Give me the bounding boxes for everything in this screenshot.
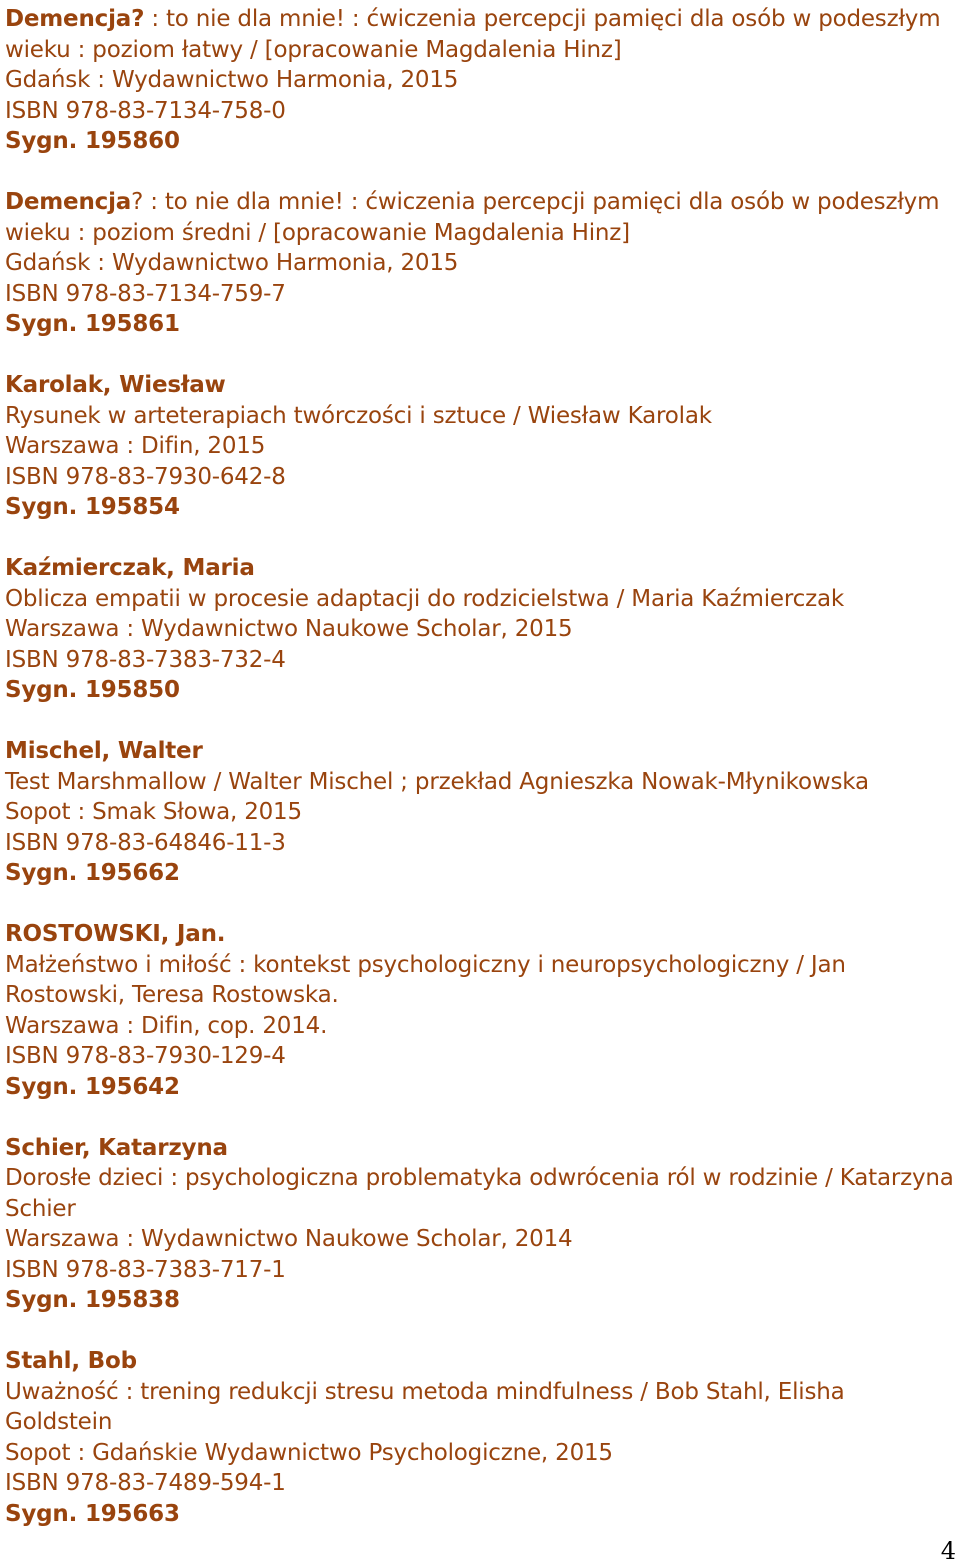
entry-signature: Sygn. 195642 [5,1073,180,1100]
entry-title-line [5,187,955,248]
entry-signature: Sygn. 195854 [5,494,180,520]
entry-isbn: ISBN 978-83-7383-732-4 [5,646,286,673]
entry-title: Oblicza empatii w procesie adaptacji do rodzicielstwa / Maria Kaźmierczak [5,585,844,612]
entry-title: : to nie dla mnie! : ćwiczenia percepcji pamięci dla osób w podeszłym wieku : poziom łatwy / [opracowanie Magdalenia Hinz] [5,6,941,63]
entry-signature: Sygn. 195663 [5,1500,180,1527]
entry-imprint: Gdańsk : Wydawnictwo Harmonia, 2015 [5,250,459,276]
entry-author: Mischel, Walter [5,738,203,764]
catalog-entry [5,1346,955,1529]
entry-author: Stahl, Bob [5,1348,137,1374]
catalog-entry [5,370,955,523]
entry-isbn: ISBN 978-83-7134-759-7 [5,280,286,307]
entry-imprint: Warszawa : Wydawnictwo Naukowe Scholar, 2015 [5,616,573,642]
entry-isbn: ISBN 978-83-7489-594-1 [5,1470,286,1496]
entry-imprint: Sopot : Gdańskie Wydawnictwo Psychologiczne, 2015 [5,1439,613,1466]
entry-heading: Demencja [5,189,132,215]
entry-title: Rysunek w arteterapiach twórczości i sztuce / Wiesław Karolak [5,402,712,429]
entry-title: Dorosłe dzieci : psychologiczna problematyka odwrócenia ról w rodzinie / Katarzyna Schier [5,1165,954,1222]
entry-author: Karolak, Wiesław [5,372,226,398]
entry-imprint: Warszawa : Difin, cop. 2014. [5,1012,328,1039]
catalog-entry [5,1133,955,1316]
entry-imprint: Warszawa : Difin, 2015 [5,433,266,459]
entry-heading: Demencja? [5,6,145,32]
entry-isbn: ISBN 978-83-7930-129-4 [5,1043,286,1069]
entry-author: Schier, Katarzyna [5,1134,228,1161]
catalog-entry [5,187,955,340]
entry-signature: Sygn. 195838 [5,1287,180,1313]
entry-isbn: ISBN 978-83-7134-758-0 [5,97,286,124]
entry-isbn: ISBN 978-83-64846-11-3 [5,829,286,856]
entry-title: Uważność : trening redukcji stresu metoda mindfulness / Bob Stahl, Elisha Goldstein [5,1378,845,1435]
entry-isbn: ISBN 978-83-7383-717-1 [5,1256,286,1283]
entry-title: Małżeństwo i miłość : kontekst psychologiczny i neuropsychologiczny / Jan Rostowski, Teresa Rostowska. [5,951,846,1008]
entry-imprint: Sopot : Smak Słowa, 2015 [5,799,302,825]
entry-author: ROSTOWSKI, Jan. [5,921,226,947]
entry-author: Kaźmierczak, Maria [5,555,255,581]
catalog-entry [5,553,955,706]
entry-signature: Sygn. 195662 [5,860,180,886]
entry-title: ? : to nie dla mnie! : ćwiczenia percepcji pamięci dla osób w podeszłym wieku : poziom średni / [opracowanie Magdalenia Hinz] [5,189,940,246]
entry-isbn: ISBN 978-83-7930-642-8 [5,463,286,490]
catalog-entry [5,919,955,1102]
catalog-list [5,4,955,1560]
catalog-entry [5,4,955,157]
entry-signature: Sygn. 195850 [5,677,180,703]
entry-signature: Sygn. 195860 [5,128,180,154]
entry-title: Test Marshmallow / Walter Mischel ; przekład Agnieszka Nowak-Młynikowska [5,768,869,795]
page-number: 4 [940,1537,956,1565]
entry-imprint: Warszawa : Wydawnictwo Naukowe Scholar, 2014 [5,1226,573,1252]
entry-title-line [5,4,955,65]
entry-signature: Sygn. 195861 [5,311,180,337]
entry-imprint: Gdańsk : Wydawnictwo Harmonia, 2015 [5,67,459,93]
catalog-entry [5,736,955,889]
